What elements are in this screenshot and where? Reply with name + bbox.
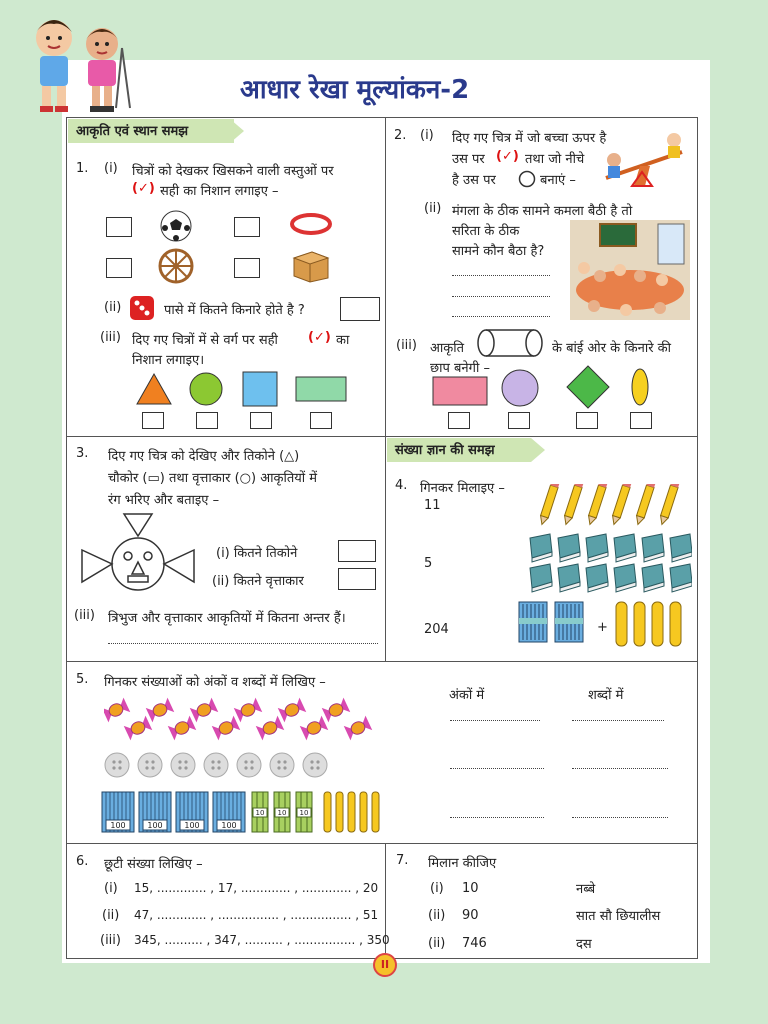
answer-box-triangles[interactable]: [338, 540, 376, 562]
football-icon: [160, 210, 192, 242]
answer-line[interactable]: [572, 768, 668, 769]
book-icon: [586, 534, 608, 562]
page-title: आधार रेखा मूल्यांकन-2: [240, 75, 470, 105]
q4-value-11: 11: [424, 498, 441, 513]
answer-line[interactable]: [572, 817, 668, 818]
pencil-icon: [658, 484, 679, 526]
answer-line[interactable]: [108, 643, 378, 644]
q3-number: 3.: [76, 446, 89, 461]
q2-i-label: (i): [420, 128, 434, 143]
q6-text: छूटी संख्या लिखिए –: [104, 857, 203, 872]
q7-row-word[interactable]: दस: [576, 937, 592, 952]
green-circle: [188, 372, 224, 406]
cardboard-box-icon: [292, 248, 330, 284]
shirt-button-icon: [171, 753, 195, 777]
candy-icon: [322, 698, 351, 723]
q4-value-5: 5: [424, 556, 433, 571]
checkbox-circle[interactable]: [196, 412, 218, 429]
checkbox-rectangle[interactable]: [310, 412, 332, 429]
cylinder-icon: [476, 328, 546, 358]
q2-i-line1: दिए गए चित्र में जो बच्चा ऊपर है: [452, 131, 607, 146]
checkbox-ring[interactable]: [234, 217, 260, 237]
shirt-button-icon: [204, 753, 228, 777]
answer-line[interactable]: [572, 720, 664, 721]
seesaw-kids-illustration: [600, 126, 688, 192]
q7-row-label: (i): [430, 881, 444, 896]
q6-number: 6.: [76, 854, 89, 869]
unit-stick-icon: [348, 792, 355, 832]
q6-row-text[interactable]: 345, .......... , 347, .......... , ................ , 350: [134, 933, 390, 947]
ten-label: 10: [299, 809, 309, 817]
q2-number: 2.: [394, 128, 407, 143]
ten-bundle-icon: [274, 792, 290, 832]
candy-icon: [168, 716, 197, 741]
checkbox-box[interactable]: [234, 258, 260, 278]
candy-icon: [124, 716, 153, 741]
book-icon: [670, 564, 692, 592]
answer-line[interactable]: [450, 768, 544, 769]
q2-iii-line1a: आकृति: [430, 341, 465, 356]
q2-ii-line1: मंगला के ठीक सामने कमला बैठी है तो: [452, 204, 633, 219]
book-icon: [558, 564, 580, 592]
q6-row-label: (i): [104, 881, 118, 896]
q3-i-text: (i) कितने तिकोने: [216, 546, 298, 561]
q3-iii-label: (iii): [74, 608, 95, 623]
unit-sticks-group: [614, 601, 686, 649]
candy-icon: [344, 716, 373, 741]
checkbox-lavender-circle[interactable]: [508, 412, 530, 429]
book-icon: [614, 534, 636, 562]
q5-text: गिनकर संख्याओं को अंकों व शब्दों में लिखिए –: [104, 675, 326, 690]
q1-iii-label: (iii): [100, 330, 121, 345]
candy-icon: [104, 698, 130, 723]
checkbox-square[interactable]: [250, 412, 272, 429]
candy-icon: [190, 698, 219, 723]
pencil-icon: [538, 484, 559, 526]
bundle-label: 100: [184, 821, 200, 830]
q4-number: 4.: [395, 478, 408, 493]
section-header-number: संख्या ज्ञान की समझ: [387, 438, 531, 462]
page-number-badge: II: [373, 953, 397, 977]
ring-icon: [290, 212, 332, 236]
shirt-button-icon: [303, 753, 327, 777]
bundle-label: 100: [221, 821, 237, 830]
unit-stick-icon: [336, 792, 343, 832]
q3-line1: दिए गए चित्र को देखिए और तिकोने (△): [108, 449, 300, 464]
q5-number: 5.: [76, 672, 89, 687]
q7-row-number[interactable]: 90: [462, 908, 479, 923]
ten-bundle-icon: [252, 792, 268, 832]
bundle-label: 100: [147, 821, 163, 830]
green-diamond: [565, 364, 611, 410]
q2-i-line2a: उस पर: [452, 152, 485, 167]
candy-icon: [278, 698, 307, 723]
hundred-bundle-icon: [213, 792, 245, 832]
q1-iii-text-2: निशान लगाइए।: [132, 353, 205, 368]
tick-mark: (✓): [496, 149, 519, 164]
answer-box-dice[interactable]: [340, 297, 380, 321]
q1-ii-text: पासे में कितने किनारे होते है ?: [164, 303, 305, 318]
checkbox-yellow-oval[interactable]: [630, 412, 652, 429]
book-icon: [558, 534, 580, 562]
candies-group: [104, 696, 378, 744]
q1-i-text: चित्रों को देखकर खिसकने वाली वस्तुओं पर: [132, 164, 334, 179]
q3-line2: चौकोर (▭) तथा वृत्ताकार (○) आकृतियों में: [108, 471, 318, 486]
ten-bundle-icon: [296, 792, 312, 832]
q6-row-text[interactable]: 15, ............. , 17, ............. , ............. , 20: [134, 881, 379, 895]
q6-row-label: (iii): [100, 933, 121, 948]
q1-ii-label: (ii): [104, 300, 122, 315]
answer-line[interactable]: [452, 275, 550, 276]
hundred-bundle-icon: [139, 792, 171, 832]
q7-row-number[interactable]: 10: [462, 881, 479, 896]
checkbox-ball[interactable]: [106, 217, 132, 237]
section-header-shape: आकृति एवं स्थान समझ: [68, 119, 234, 143]
ten-label: 10: [277, 809, 287, 817]
unit-stick-icon: [324, 792, 331, 832]
checkbox-pink-rectangle[interactable]: [448, 412, 470, 429]
pencil-icon: [634, 484, 655, 526]
q1-i-label: (i): [104, 161, 118, 176]
candy-icon: [300, 716, 329, 741]
q2-iii-line2: छाप बनेगी –: [430, 361, 490, 376]
q2-ii-line3: सामने कौन बैठा है?: [452, 244, 545, 259]
hundred-bundle-icon: [518, 600, 548, 644]
tick-mark: (✓): [308, 330, 331, 345]
q7-text: मिलान कीजिए: [428, 856, 497, 871]
buttons-group: [102, 750, 342, 780]
answer-line[interactable]: [452, 296, 550, 297]
shapes-figure: [80, 512, 196, 602]
book-icon: [586, 564, 608, 592]
candy-icon: [234, 698, 263, 723]
green-rectangle: [295, 376, 347, 402]
q7-number: 7.: [396, 853, 409, 868]
hundred-bundle-icon: [176, 792, 208, 832]
q1-i-text-2: सही का निशान लगाइए –: [160, 184, 279, 199]
checkbox-green-diamond[interactable]: [576, 412, 598, 429]
book-icon: [614, 564, 636, 592]
plus-sign: +: [597, 620, 608, 635]
yellow-oval: [629, 366, 651, 408]
q2-i-line2b: तथा जो नीचे: [525, 152, 585, 167]
books-group: [524, 532, 692, 594]
checkbox-wheel[interactable]: [106, 258, 132, 278]
checkbox-triangle[interactable]: [142, 412, 164, 429]
q2-ii-label: (ii): [424, 201, 442, 216]
candy-icon: [212, 716, 241, 741]
wheel-icon: [158, 248, 194, 284]
answer-line[interactable]: [450, 720, 540, 721]
q5-col-words: शब्दों में: [588, 688, 624, 703]
q4-value-204: 204: [424, 622, 449, 637]
circle-symbol-icon: [518, 170, 536, 188]
q2-i-line3b: बनाएं –: [540, 173, 576, 188]
candy-icon: [146, 698, 175, 723]
unit-stick-icon: [360, 792, 367, 832]
lavender-circle: [500, 368, 540, 408]
section-arrow-icon: [230, 119, 244, 143]
section-arrow-icon: [531, 438, 545, 462]
q2-iii-label: (iii): [396, 338, 417, 353]
dice-icon: [128, 294, 156, 322]
q2-i-line3a: है उस पर: [452, 173, 496, 188]
unit-stick-icon: [372, 792, 379, 832]
q1-number: 1.: [76, 161, 89, 176]
shirt-button-icon: [270, 753, 294, 777]
orange-triangle: [135, 372, 173, 406]
hundred-bundle-icon: [102, 792, 134, 832]
q2-ii-line2: सरिता के ठीक: [452, 224, 520, 239]
classroom-illustration: [570, 220, 690, 320]
pencil-icon: [586, 484, 607, 526]
pencil-icon: [610, 484, 631, 526]
q3-ii-text: (ii) कितने वृत्ताकार: [212, 574, 304, 589]
pencil-icon: [562, 484, 583, 526]
shirt-button-icon: [105, 753, 129, 777]
answer-box-circles[interactable]: [338, 568, 376, 590]
shirt-button-icon: [138, 753, 162, 777]
q3-line3: रंग भरिए और बताइए –: [108, 493, 220, 508]
q7-row-word[interactable]: सात सौ छियालीस: [576, 909, 661, 924]
book-icon: [642, 534, 664, 562]
candy-icon: [256, 716, 285, 741]
q4-text: गिनकर मिलाइए –: [420, 481, 505, 496]
q6-row-text[interactable]: 47, ............. , ................ , ................ , 51: [134, 908, 379, 922]
q1-iii-text: दिए गए चित्रों में से वर्ग पर सही: [132, 333, 278, 348]
bundle-label: 100: [110, 821, 126, 830]
ten-label: 10: [255, 809, 265, 817]
bundles-group: [100, 790, 390, 836]
q6-row-label: (ii): [102, 908, 120, 923]
q2-iii-line1b: के बांई ओर के किनारे की: [552, 341, 672, 356]
q5-col-digits: अंकों में: [449, 688, 485, 703]
book-icon: [530, 564, 552, 592]
book-icon: [670, 534, 692, 562]
q7-row-label: (ii): [428, 936, 446, 951]
shirt-button-icon: [237, 753, 261, 777]
q1-iii-text-b: का: [336, 333, 350, 348]
q7-row-label: (ii): [428, 908, 446, 923]
book-icon: [642, 564, 664, 592]
q7-row-word[interactable]: नब्बे: [576, 882, 596, 897]
q3-iii-text: त्रिभुज और वृत्ताकार आकृतियों में कितना अन्तर हैं।: [108, 611, 346, 626]
book-icon: [530, 534, 552, 562]
q7-row-number[interactable]: 746: [462, 936, 487, 951]
answer-line[interactable]: [452, 316, 550, 317]
kids-mascot-illustration: [22, 8, 137, 116]
blue-square: [242, 371, 278, 407]
hundred-bundle-icon: [554, 600, 584, 644]
answer-line[interactable]: [450, 817, 544, 818]
pencils-group: [538, 484, 688, 530]
tick-mark: (✓): [132, 181, 155, 196]
pink-rectangle: [432, 376, 488, 406]
